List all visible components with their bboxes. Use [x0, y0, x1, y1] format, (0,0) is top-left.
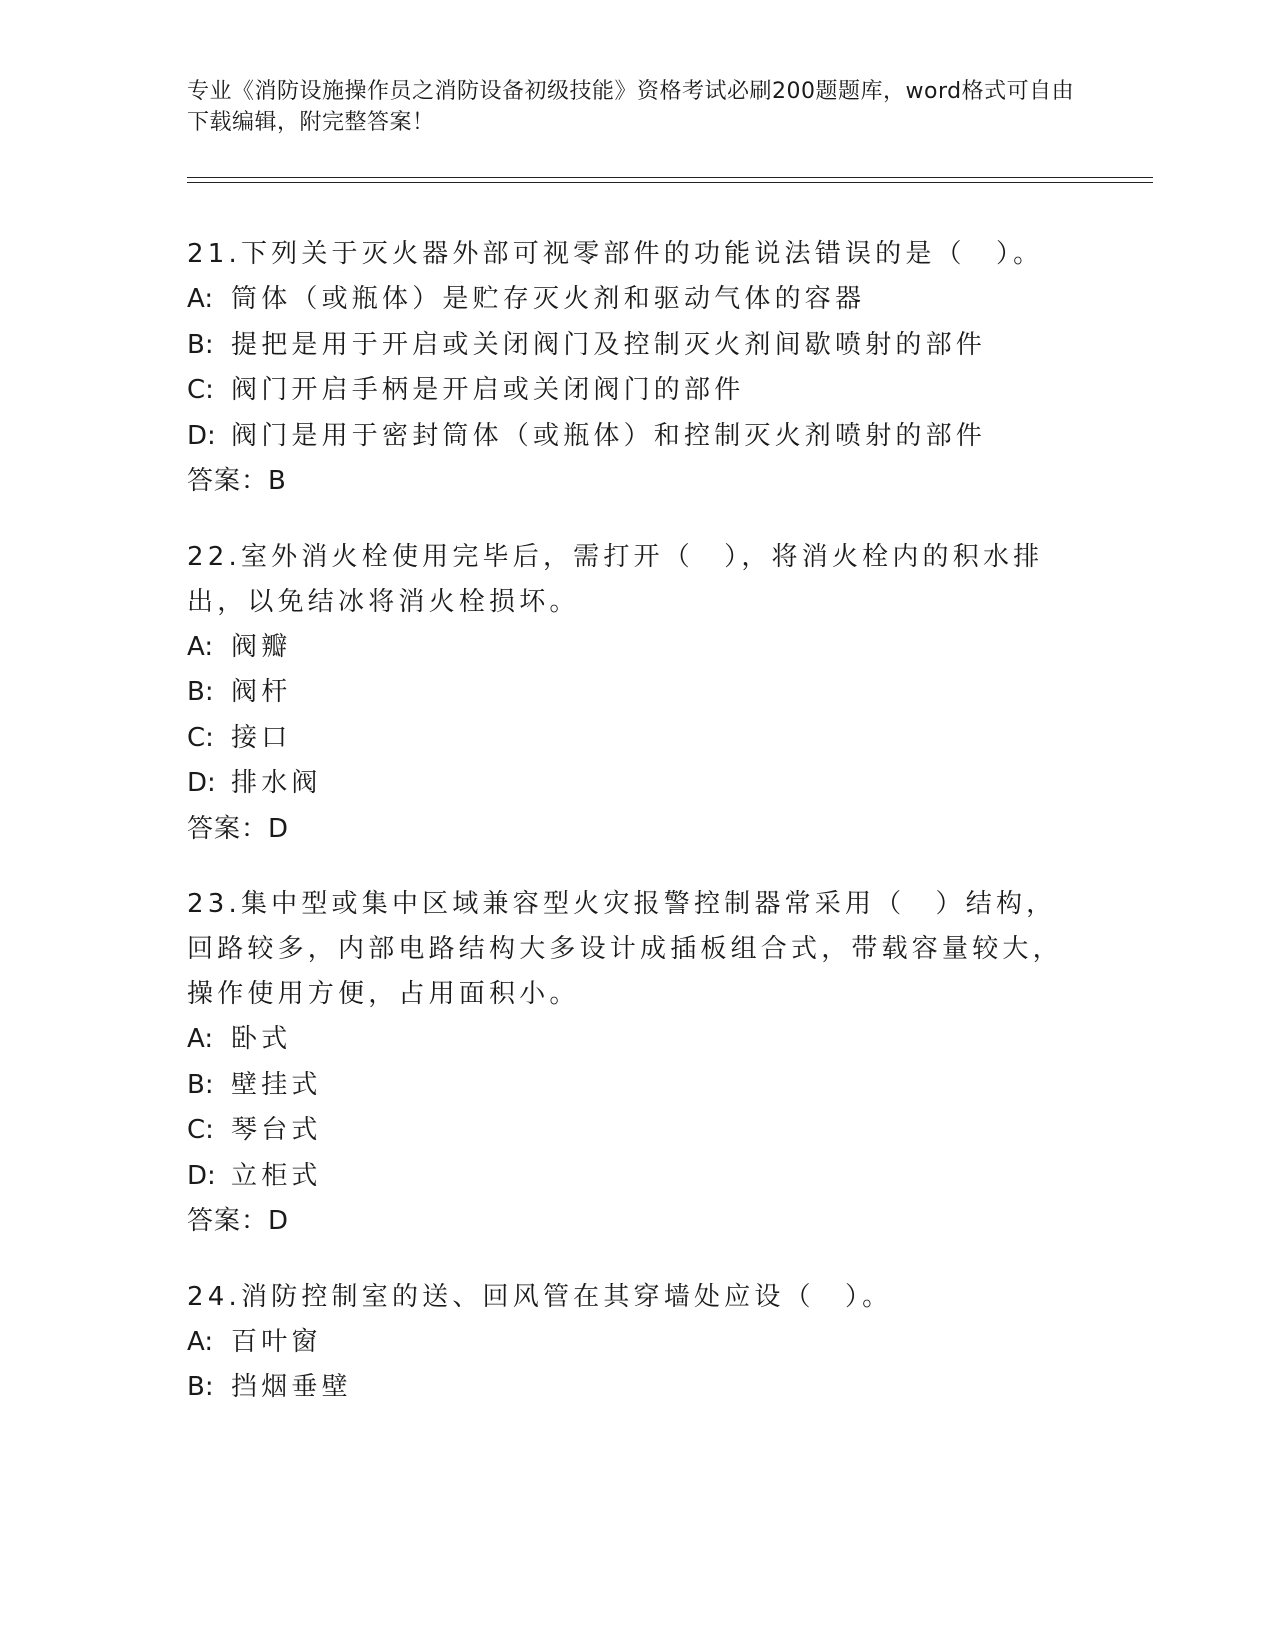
question-stem: 24.消防控制室的送、回风管在其穿墙处应设（ ）。: [187, 1281, 893, 1312]
option-c: [187, 716, 1087, 762]
option-letter: B:: [187, 677, 214, 707]
document-header: 专业《消防设施操作员之消防设备初级技能》资格考试必刷200题题库，word格式可自由下载编辑，附完整答案！: [187, 79, 1075, 135]
option-a: [187, 1320, 1087, 1366]
option-letter: C:: [187, 375, 214, 405]
option-b: [187, 1365, 1087, 1411]
option-a: [187, 625, 1087, 671]
question-stem: 21.下列关于灭火器外部可视零部件的功能说法错误的是（ ）。: [187, 239, 1044, 269]
option-text: 琴台式: [231, 1115, 322, 1145]
option-text: 阀杆: [231, 677, 292, 707]
option-b: [187, 323, 1087, 369]
answer-line: 答案：D: [187, 813, 290, 844]
option-text: 壁挂式: [231, 1069, 322, 1100]
option-letter: A:: [187, 1024, 214, 1054]
option-letter: B:: [187, 1372, 214, 1402]
option-text: 接口: [231, 722, 292, 753]
option-text: 立柜式: [231, 1160, 322, 1191]
option-letter: C:: [187, 722, 214, 753]
question-23: [187, 882, 1087, 1245]
option-letter: D:: [187, 1160, 216, 1191]
question-stem: 23.集中型或集中区域兼容型火灾报警控制器常采用（ ）结构，回路较多，内部电路结构大多设计成插板组合式，带载容量较大，操作使用方便，占用面积小。: [187, 889, 1063, 1009]
option-c: [187, 1108, 1087, 1154]
option-d: [187, 1154, 1087, 1200]
option-letter: A:: [187, 1326, 214, 1357]
option-text: 卧式: [231, 1024, 292, 1054]
question-list: [187, 232, 1087, 1441]
option-letter: B:: [187, 329, 214, 360]
option-letter: D:: [187, 420, 216, 451]
answer-line: 答案：D: [187, 1206, 290, 1236]
option-text: 挡烟垂壁: [231, 1372, 352, 1402]
option-a: [187, 277, 1087, 323]
option-text: 筒体（或瓶体）是贮存灭火剂和驱动气体的容器: [231, 284, 866, 314]
header-divider-top: [187, 177, 1153, 178]
option-text: 百叶窗: [231, 1326, 322, 1357]
option-d: [187, 761, 1087, 807]
option-letter: D:: [187, 768, 216, 798]
answer-line: 答案：B: [187, 466, 287, 496]
option-letter: C:: [187, 1115, 214, 1145]
option-b: [187, 670, 1087, 716]
question-22: [187, 535, 1087, 853]
option-text: 阀门开启手柄是开启或关闭阀门的部件: [231, 375, 745, 405]
question-21: [187, 232, 1087, 505]
option-text: 阀门是用于密封筒体（或瓶体）和控制灭火剂喷射的部件: [231, 420, 987, 451]
option-text: 排水阀: [231, 768, 322, 798]
question-24: [187, 1275, 1087, 1411]
option-c: [187, 368, 1087, 414]
option-b: [187, 1063, 1087, 1109]
option-text: 提把是用于开启或关闭阀门及控制灭火剂间歇喷射的部件: [231, 329, 987, 360]
option-letter: A:: [187, 631, 214, 662]
option-letter: A:: [187, 284, 214, 314]
option-text: 阀瓣: [231, 631, 292, 662]
question-stem: 22.室外消火栓使用完毕后，需打开（ ），将消火栓内的积水排出，以免结冰将消火栓损坏。: [187, 541, 1044, 617]
option-d: [187, 414, 1087, 460]
option-a: [187, 1017, 1087, 1063]
option-letter: B:: [187, 1069, 214, 1100]
header-divider-bottom: [187, 182, 1153, 183]
